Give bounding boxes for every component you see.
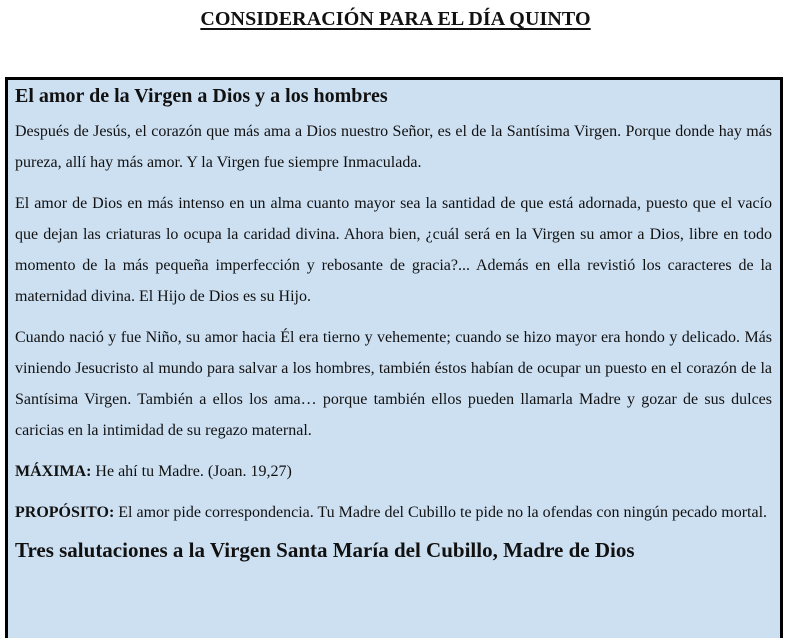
maxima-paragraph — [15, 456, 772, 487]
page-title: CONSIDERACIÓN PARA EL DÍA QUINTO — [200, 8, 591, 30]
paragraph-3: Cuando nació y fue Niño, su amor hacia Él era tierno y vehemente; cuando se hizo mayor era hondo y delicado. Más viniendo Jesucristo al mundo para salvar a los hombres, también éstos habían de ocupar un puesto en el corazón de la Santísima Virgen. También a ellos los ama… porque también ellos pueden llamarla Madre y gozar de sus dulces caricias en la intimidad de su regazo maternal. — [15, 329, 772, 439]
proposito-paragraph — [15, 497, 772, 528]
section-heading-2: Tres salutaciones a la Virgen Santa María del Cubillo, Madre de Dios — [15, 538, 635, 562]
paragraph-2: El amor de Dios en más intenso en un alma cuanto mayor sea la santidad de que está adornada, puesto que el vacío que dejan las criaturas lo ocupa la caridad divina. Ahora bien, ¿cuál será en la Virgen su amor a Dios, libre en todo momento de la más pequeña imperfección y rebosante de gracia?... Además en ella revistió los caracteres de la maternidad divina. El Hijo de Dios es su Hijo. — [15, 195, 772, 305]
maxima-text: He ahí tu Madre. (Joan. 19,27) — [91, 463, 292, 480]
proposito-label: PROPÓSITO: — [15, 504, 115, 521]
paragraph-1: Después de Jesús, el corazón que más ama a Dios nuestro Señor, es el de la Santísima Virgen. Porque donde hay más pureza, allí hay más amor. Y la Virgen fue siempre Inmaculada. — [15, 123, 772, 171]
content-box — [5, 77, 783, 638]
proposito-text: El amor pide correspondencia. Tu Madre del Cubillo te pide no la ofendas con ningún pecado mortal. — [114, 504, 768, 521]
maxima-label: MÁXIMA: — [15, 463, 92, 480]
section-heading: El amor de la Virgen a Dios y a los hombres — [15, 85, 388, 107]
